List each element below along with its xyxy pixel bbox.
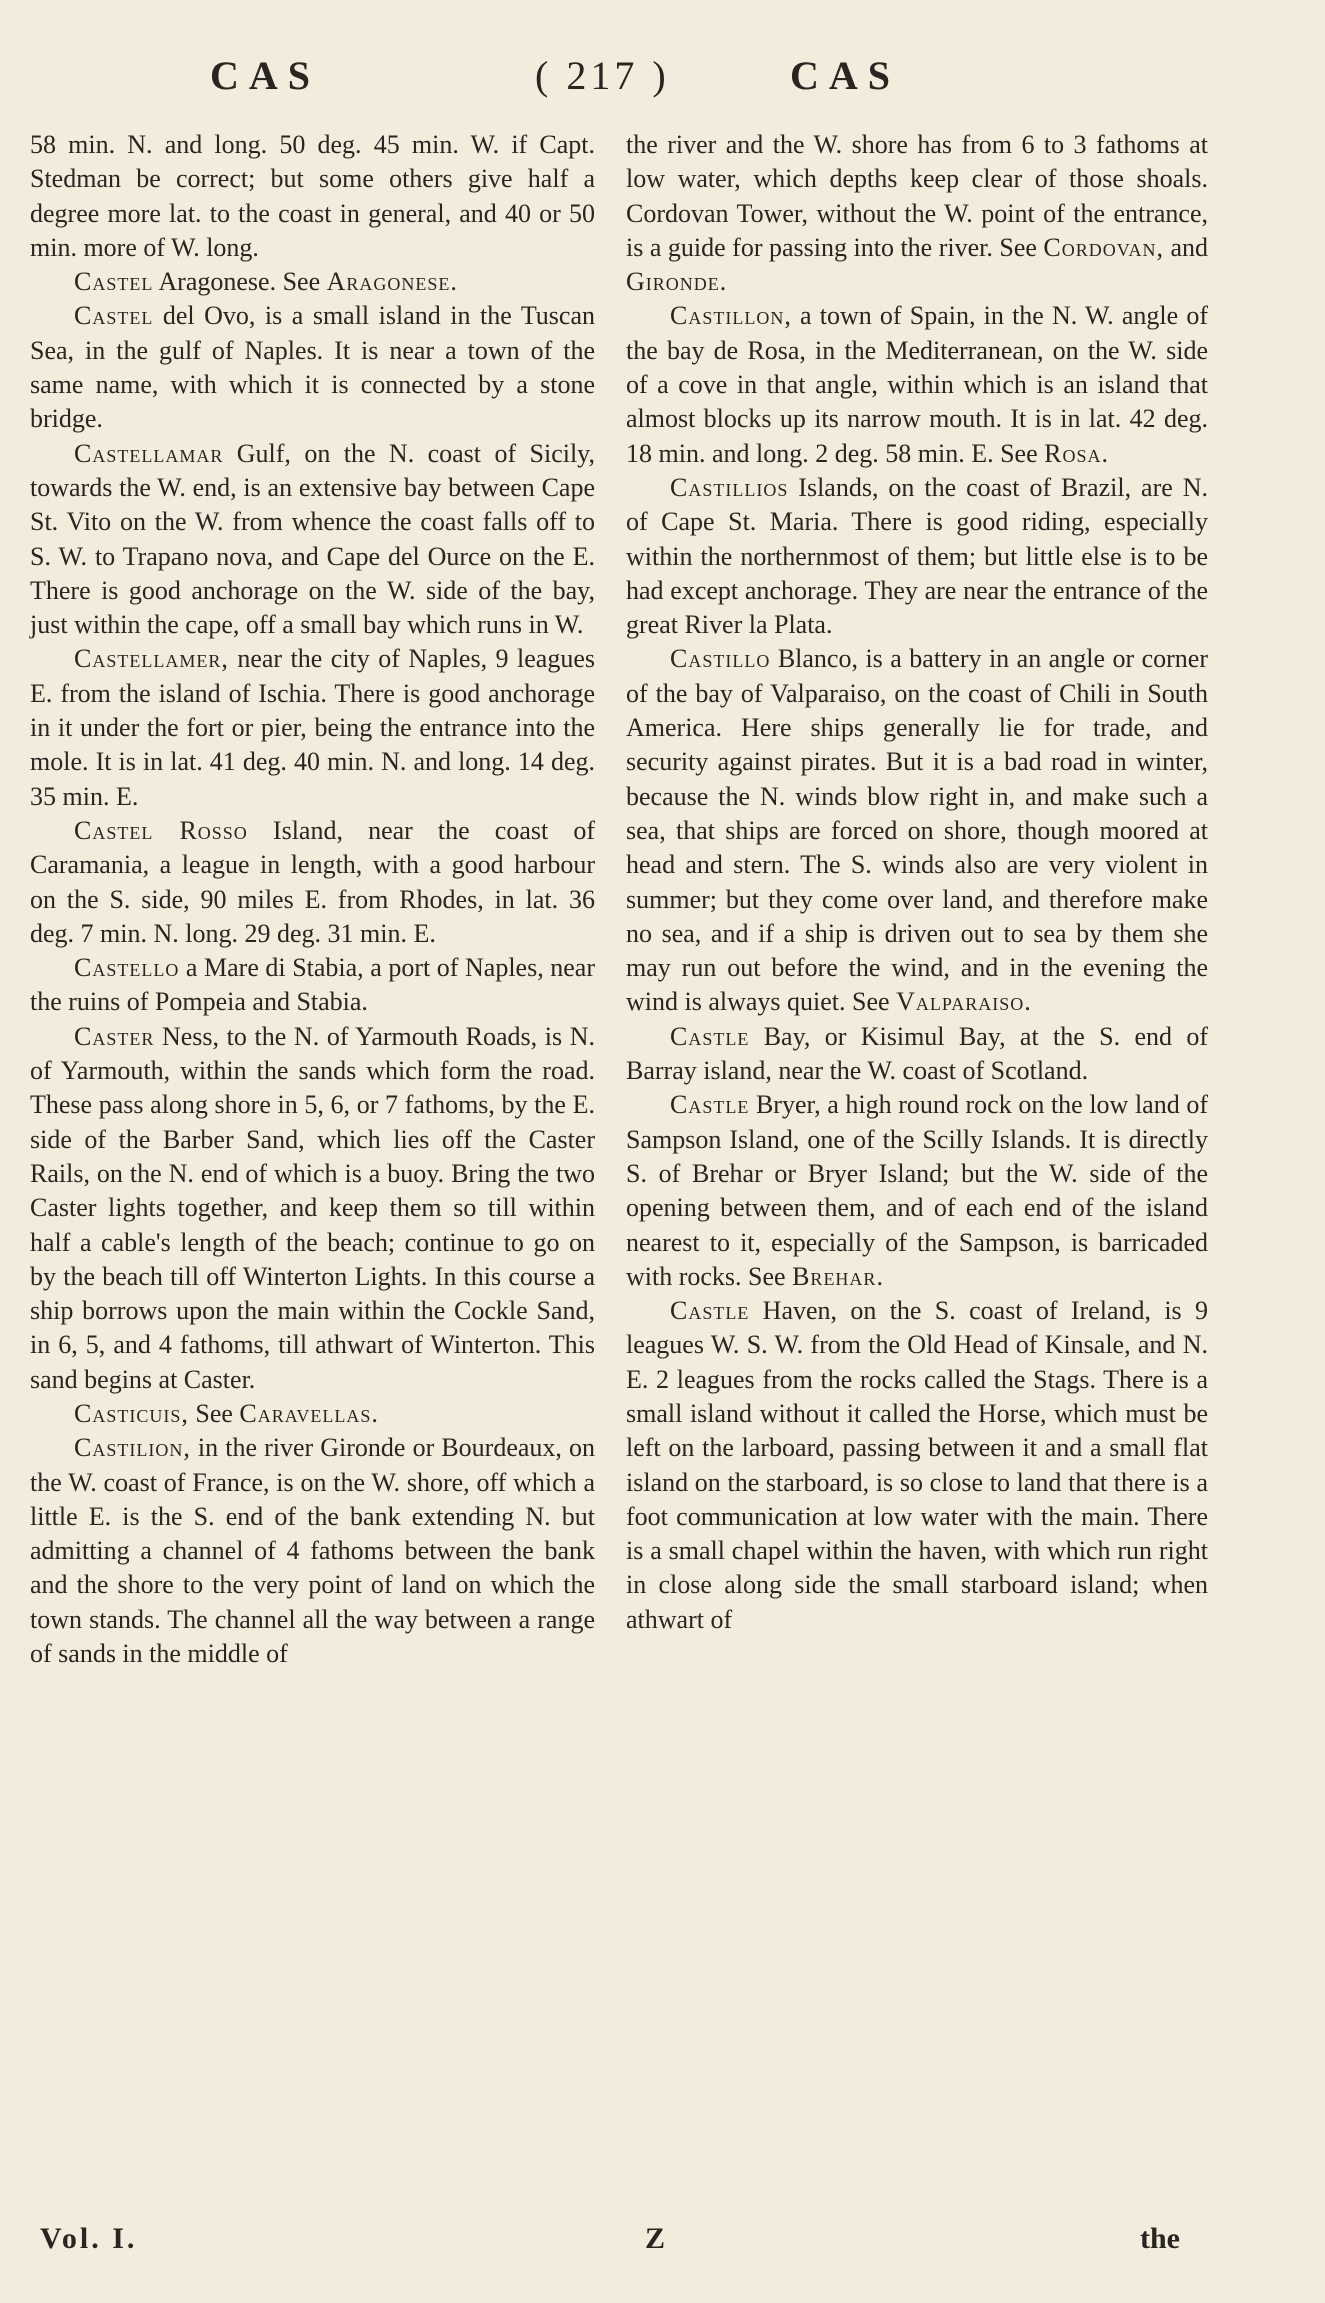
entry-castle-bay <box>626 1020 1208 1089</box>
entry-text: near the city of Naples, 9 leagues E. from the island of Ischia. There is good anchorage in it under the fort or pier, being the entrance into the mole. It is in lat. 41 deg. 40 min. N. and long. 14 deg. 35 min. E. <box>30 644 595 811</box>
entry-keyword: Castel <box>74 301 154 331</box>
entry-castel-del-ovo <box>30 299 595 436</box>
running-header <box>0 52 1325 112</box>
entry-text: a Mare di Stabia, a port of Naples, near the ruins of Pompeia and Stabia. <box>30 953 595 1017</box>
entry-castello <box>30 951 595 1020</box>
entry-keyword: Caster <box>74 1021 155 1051</box>
header-right-word: CAS <box>790 53 901 98</box>
entry-text: Haven, on the S. coast of Ireland, is 9 leagues W. S. W. from the Old Head of Kinsale, and N. E. 2 leagues from the rocks called the Stags. There is a small island without it called the Horse, which must be left on the larboard, passing between it and a small flat island on the starboard, is so close to land that there is a foot communication at low water with the main. There is a small chapel within the haven, with which run right in close along side the small starboard island; when athwart of <box>626 1296 1208 1634</box>
entry-keyword: Castle <box>670 1021 750 1051</box>
entry-keyword: Castellamer, <box>74 644 229 674</box>
entry-keyword: Castel <box>74 267 154 297</box>
entry-keyword: Castle <box>670 1296 750 1326</box>
cross-reference: Rosa. <box>1044 438 1109 468</box>
entry-text: a town of Spain, in the N. W. angle of the bay de Rosa, in the Mediterranean, on the W. side of a cove in that angle, within which is an island that almost blocks up its narrow mouth. It is in lat. 42 deg. 18 min. and long. 2 deg. 58 min. E. See <box>626 301 1208 468</box>
entry-keyword: Castello <box>74 953 180 983</box>
left-column <box>30 128 595 1671</box>
entry-text: the river and the W. shore has from 6 to 3 fathoms at low water, which depths keep clear of those shoals. Cordovan Tower, without the W. point of the entrance, is a guide for passing into the river. See <box>626 130 1208 262</box>
entry-text: Islands, on the coast of Brazil, are N. of Cape St. Maria. There is good riding, especially within the northernmost of them; but little else is to be had except anchorage. They are near the entrance of the great River la Plata. <box>626 472 1208 640</box>
entry-text: del Ovo, is a small island in the Tuscan Sea, in the gulf of Naples. It is near a town of the same name, with which it is connected by a stone bridge. <box>30 301 595 434</box>
entry-castillo-blanco <box>626 642 1208 1019</box>
entry-caster-ness <box>30 1020 595 1397</box>
entry-keyword: Castilion, <box>74 1433 191 1463</box>
entry-castle-bryer <box>626 1088 1208 1294</box>
entry-text: See <box>188 1398 240 1428</box>
entry-text: and <box>1163 232 1208 262</box>
entry-keyword: Castellamar <box>74 438 224 468</box>
entry-continuation: 58 min. N. and long. 50 deg. 45 min. W. if Capt. Stedman be correct; but some others give half a degree more lat. to the coast in general, and 40 or 50 min. more of W. long. <box>30 130 595 262</box>
entry-text: Bryer, a high round rock on the low land of Sampson Island, one of the Scilly Islands. It is directly S. of Brehar or Bryer Island; but the W. side of the opening between them, and of each end of the island nearest to it, especially of the Sampson, is barricaded with rocks. See <box>626 1090 1208 1291</box>
page-footer <box>0 2222 1325 2272</box>
entry-keyword: Castillios <box>670 472 789 502</box>
entry-text: Ness, to the N. of Yarmouth Roads, is N. of Yarmouth, within the sands which form the road. These pass along shore in 5, 6, or 7 fathoms, by the E. side of the Barber Sand, which lies off the Caster Rails, on the N. end of which is a buoy. Bring the two Caster lights together, and keep them so till within half a cable's length of the beach; continue to go on by the beach till off Winterton Lights. In this course a ship borrows upon the main within the Cockle Sand, in 6, 5, and 4 fathoms, till athwart of Winterton. This sand begins at Caster. <box>30 1021 595 1394</box>
cross-reference: Cordovan, <box>1043 232 1164 262</box>
right-column <box>626 128 1208 1637</box>
entry-keyword: Castel Rosso <box>74 815 248 845</box>
catchword: the <box>1140 2222 1180 2255</box>
entry-castel-aragonese <box>30 265 595 299</box>
entry-keyword: Castle <box>670 1090 750 1120</box>
entry-text: Blanco, is a battery in an angle or corner of the bay of Valparaiso, on the coast of Chili in South America. Here ships generally lie for trade, and security against pirates. But it is a bad road in winter, because the N. winds blow right in, and make such a sea, that ships are forced on shore, though moored at head and stern. The S. winds also are very violent in summer; but they come over land, and therefore make no sea, and if a ship is driven out to sea by them she may run out before the wind, and in the evening the wind is always quiet. See <box>626 644 1208 1017</box>
entry-castillios <box>626 471 1208 642</box>
entry-text: Aragonese. See <box>153 267 327 297</box>
entry-text: Bay, or Kisimul Bay, at the S. end of Barray island, near the W. coast of Scotland. <box>626 1021 1208 1086</box>
cross-reference: Brehar. <box>792 1261 884 1291</box>
entry-keyword: Castillo <box>670 644 771 674</box>
entry-text: Gulf, on the N. coast of Sicily, towards the W. end, is an extensive bay between Cape St. Vito on the W. from whence the coast falls off to S. W. to Trapano nova, and Cape del Ource on the E. There is good anchorage on the W. side of the bay, just within the cape, off a small bay which runs in W. <box>30 438 595 640</box>
entry-castellamer <box>30 642 595 813</box>
entry-castellamar <box>30 437 595 643</box>
entry-keyword: Casticuis, <box>74 1398 189 1428</box>
entry-text: in the river Gironde or Bourdeaux, on the W. coast of France, is on the W. shore, off which a little E. is the S. end of the bank extending N. but admitting a channel of 4 fathoms between the bank and the shore to the very point of land on which the town stands. The channel all the way between a range of sands in the middle of <box>30 1433 595 1669</box>
cross-reference: Valparaiso. <box>896 987 1032 1017</box>
entry-text: Island, near the coast of Caramania, a league in length, with a good harbour on the S. side, 90 miles E. from Rhodes, in lat. 36 deg. 7 min. N. long. 29 deg. 31 min. E. <box>30 815 595 948</box>
header-left-word: CAS <box>210 53 321 98</box>
volume-signature: Vol. I. <box>40 2222 138 2255</box>
entry-castle-haven <box>626 1294 1208 1637</box>
signature-mark: Z <box>645 2222 666 2255</box>
entry-keyword: Castillon, <box>670 301 792 331</box>
page-number: ( 217 ) <box>535 53 670 98</box>
cross-reference: Gironde. <box>626 267 728 297</box>
cross-reference: Aragonese. <box>326 267 458 297</box>
entry-castillon <box>626 299 1208 470</box>
entry-castilion <box>30 1431 595 1671</box>
entry-castel-rosso <box>30 814 595 951</box>
cross-reference: Caravellas. <box>239 1398 379 1428</box>
entry-continuation <box>626 128 1208 299</box>
entry-casticuis <box>30 1397 595 1431</box>
